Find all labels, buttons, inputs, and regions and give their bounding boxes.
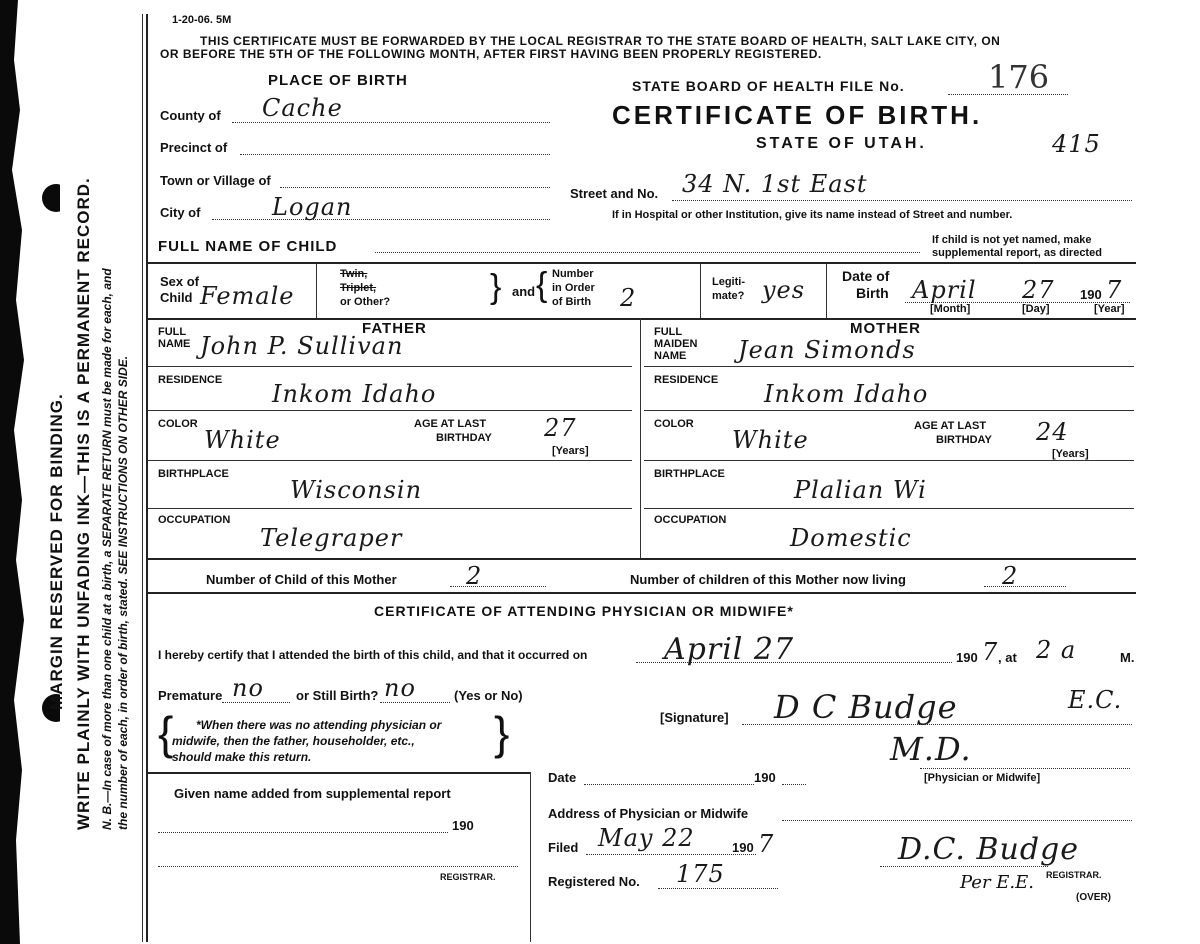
unnamed-note-1: If child is not yet named, make xyxy=(932,234,1092,246)
triplet-label: Triplet, xyxy=(340,282,377,294)
note-brace-close: } xyxy=(494,707,510,759)
mother-residence-label: RESIDENCE xyxy=(654,374,719,386)
father-residence: Inkom Idaho xyxy=(272,380,437,408)
mother-residence: Inkom Idaho xyxy=(764,380,929,408)
at-label: , at xyxy=(998,650,1017,665)
father-full-label-2: NAME xyxy=(158,338,191,350)
per-initials: Per E.E. xyxy=(960,872,1035,893)
certificate-title: CERTIFICATE OF BIRTH. xyxy=(612,100,983,130)
birth-time: 2 a xyxy=(1036,636,1077,664)
year-label: [Year] xyxy=(1094,303,1125,315)
mother-age-label-1: AGE AT LAST xyxy=(914,420,987,432)
margin-nb-note-1: N. B.—In case of more than one child at a birth, a SEPARATE RETURN must be made for each, and xyxy=(100,268,114,830)
children-living: 2 xyxy=(1002,562,1019,590)
sex-label-1: Sex of xyxy=(160,274,200,289)
address-label: Address of Physician or Midwife xyxy=(548,806,749,821)
father-years-label: [Years] xyxy=(552,445,589,457)
physician-year-suffix: 7 xyxy=(982,638,999,666)
mother-color: White xyxy=(732,426,809,454)
physician-note-1: *When there was no attending physician or xyxy=(196,718,442,732)
mother-color-label: COLOR xyxy=(654,418,694,430)
street-label: Street and No. xyxy=(570,186,659,201)
margin-write-plainly: WRITE PLAINLY WITH UNFADING INK—THIS IS A PERMANENT RECORD. xyxy=(74,177,93,830)
supplemental-year: 190 xyxy=(452,818,474,833)
file-number-label: STATE BOARD OF HEALTH FILE No. xyxy=(632,78,905,94)
legitimate-value: yes xyxy=(762,276,806,304)
mother-full-label-1: FULL xyxy=(654,326,683,338)
supplemental-registrar-label: REGISTRAR. xyxy=(440,872,496,882)
hospital-note: If in Hospital or other Institution, give its name instead of Street and number. xyxy=(612,209,1013,221)
premature-value: no xyxy=(232,674,264,702)
physician-year-prefix: 190 xyxy=(956,650,978,665)
header-notice-line-1: THIS CERTIFICATE MUST BE FORWARDED BY THE LOCAL REGISTRAR TO THE STATE BOARD OF HEALTH, SALT LAKE CITY, ON xyxy=(200,34,1001,48)
mother-full-label-3: NAME xyxy=(654,350,687,362)
physician-heading: CERTIFICATE OF ATTENDING PHYSICIAN OR MIDWIFE* xyxy=(374,603,794,619)
physician-signature: D C Budge xyxy=(774,688,958,726)
children-count-label: Number of Child of this Mother xyxy=(206,572,397,587)
mother-name: Jean Simonds xyxy=(738,336,916,364)
father-color: White xyxy=(204,426,281,454)
mother-heading: MOTHER xyxy=(850,320,921,337)
filed-label: Filed xyxy=(548,840,579,855)
certificate-subtitle: STATE OF UTAH. xyxy=(756,135,927,152)
mother-years-label: [Years] xyxy=(1052,448,1089,460)
county-label: County of xyxy=(160,108,221,123)
dob-month: April xyxy=(912,276,977,304)
twin-label: Twin, xyxy=(340,268,368,280)
father-full-label-1: FULL xyxy=(158,326,187,338)
mother-birthplace-label: BIRTHPLACE xyxy=(654,468,725,480)
dob-year-suffix: 7 xyxy=(1106,276,1123,304)
month-label: [Month] xyxy=(930,303,971,315)
form-code: 1-20-06. 5M xyxy=(172,14,232,26)
dob-year-prefix: 190 xyxy=(1080,287,1102,302)
town-label: Town or Village of xyxy=(160,173,271,188)
city-value: Logan xyxy=(272,193,353,221)
m-label: M. xyxy=(1120,650,1135,665)
filing-registrar-label: REGISTRAR. xyxy=(1046,870,1102,880)
children-count: 2 xyxy=(466,562,483,590)
mother-occupation-label: OCCUPATION xyxy=(654,514,727,526)
left-margin-rule xyxy=(146,14,148,942)
left-margin-rule-inner xyxy=(142,14,143,942)
order-label-1: Number xyxy=(552,268,594,280)
father-heading: FATHER xyxy=(362,320,427,337)
brace-open: { xyxy=(536,266,548,304)
legitimate-label-2: mate? xyxy=(712,290,745,302)
unnamed-note-2: supplemental report, as directed xyxy=(932,247,1102,259)
order-label-3: of Birth xyxy=(552,296,592,308)
father-birthplace: Wisconsin xyxy=(290,476,423,504)
day-label: [Day] xyxy=(1022,303,1050,315)
filing-date-label: Date xyxy=(548,770,577,785)
dob-day: 27 xyxy=(1022,276,1055,304)
county-value: Cache xyxy=(262,94,343,122)
registered-label: Registered No. xyxy=(548,874,640,889)
margin-nb-note-2: the number of each, in order of birth, stated. SEE INSTRUCTIONS ON OTHER SIDE. xyxy=(116,355,130,830)
filing-date-year: 190 xyxy=(754,770,776,785)
physician-note-3: should make this return. xyxy=(172,750,312,764)
supplemental-heading: Given name added from supplemental report xyxy=(174,786,451,801)
brace: } xyxy=(490,268,502,306)
precinct-label: Precinct of xyxy=(160,140,228,155)
registered-value: 175 xyxy=(676,860,725,888)
father-age-label-2: BIRTHDAY xyxy=(436,432,492,444)
father-age-label-1: AGE AT LAST xyxy=(414,418,487,430)
file-number: 176 xyxy=(988,58,1050,96)
over-label: (OVER) xyxy=(1076,892,1111,903)
father-color-label: COLOR xyxy=(158,418,198,430)
parents-divider xyxy=(640,318,641,560)
street-value: 34 N. 1st East xyxy=(682,170,868,198)
father-birthplace-label: BIRTHPLACE xyxy=(158,468,229,480)
children-living-label: Number of children of this Mother now living xyxy=(630,572,906,587)
sex-label-2: Child xyxy=(160,290,193,305)
physician-role-label: [Physician or Midwife] xyxy=(924,772,1041,784)
other-label: or Other? xyxy=(340,296,391,308)
sex-value: Female xyxy=(200,282,295,310)
stillbirth-value: no xyxy=(384,674,416,702)
stillbirth-label: or Still Birth? xyxy=(296,688,379,703)
father-name: John P. Sullivan xyxy=(200,332,404,360)
place-of-birth-heading: PLACE OF BIRTH xyxy=(268,72,408,89)
city-label: City of xyxy=(160,205,201,220)
and-label: and xyxy=(512,284,536,299)
md-value: M.D. xyxy=(890,730,972,768)
signature-suffix: E.C. xyxy=(1068,686,1123,714)
signature-label: [Signature] xyxy=(660,710,729,725)
filed-value: May 22 xyxy=(598,824,695,852)
mother-full-label-2: MAIDEN xyxy=(654,338,698,350)
margin-binding-note: MARGIN RESERVED FOR BINDING. xyxy=(47,393,66,710)
margin-number: 415 xyxy=(1052,130,1101,158)
mother-birthplace: Plalian Wi xyxy=(794,476,927,504)
registrar-signature: D.C. Budge xyxy=(898,832,1080,867)
physician-date: April 27 xyxy=(664,632,795,667)
full-name-label: FULL NAME OF CHILD xyxy=(158,238,338,255)
mother-occupation: Domestic xyxy=(790,524,912,552)
yes-no-label: (Yes or No) xyxy=(454,688,523,703)
physician-note-2: midwife, then the father, householder, etc., xyxy=(172,734,415,748)
legitimate-label-1: Legiti- xyxy=(712,276,745,288)
father-occupation: Telegraper xyxy=(260,524,403,552)
mother-age: 24 xyxy=(1036,418,1069,446)
mother-age-label-2: BIRTHDAY xyxy=(936,434,992,446)
filed-year-suffix: 7 xyxy=(758,830,775,858)
order-value: 2 xyxy=(620,284,637,312)
dob-label-1: Date of xyxy=(842,268,890,284)
filed-year-prefix: 190 xyxy=(732,840,754,855)
certify-text: I hereby certify that I attended the birth of this child, and that it occurred on xyxy=(158,648,588,662)
father-occupation-label: OCCUPATION xyxy=(158,514,231,526)
header-notice-line-2: OR BEFORE THE 5TH OF THE FOLLOWING MONTH, AFTER FIRST HAVING BEEN PROPERLY REGISTERED. xyxy=(160,47,822,61)
premature-label: Premature xyxy=(158,688,223,703)
father-residence-label: RESIDENCE xyxy=(158,374,223,386)
dob-label-2: Birth xyxy=(856,285,889,301)
father-age: 27 xyxy=(544,414,577,442)
order-label-2: in Order xyxy=(552,282,595,294)
note-brace-open: { xyxy=(158,707,174,759)
